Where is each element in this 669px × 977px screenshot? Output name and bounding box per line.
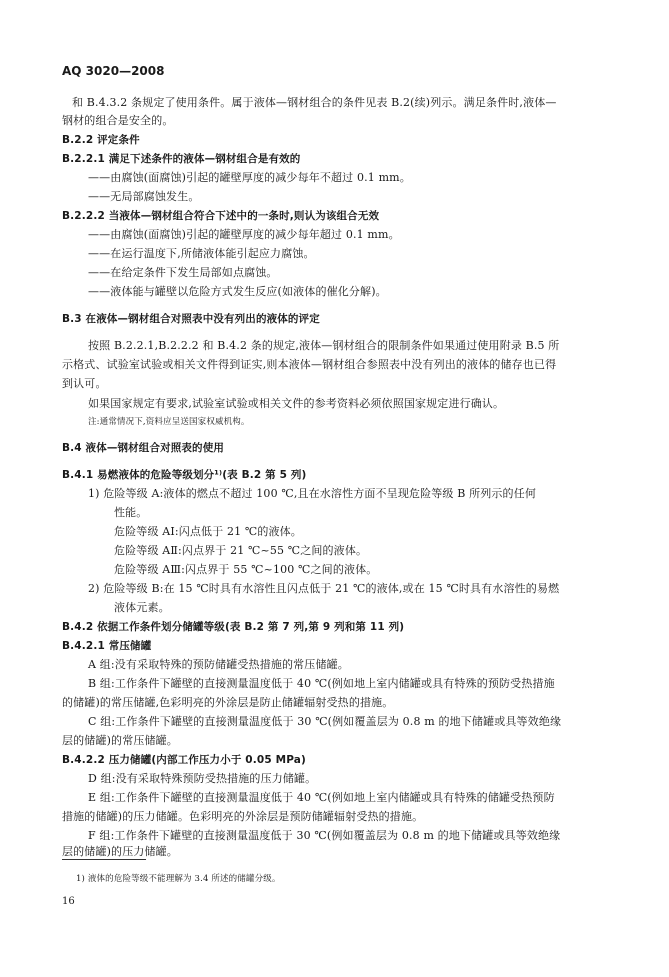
body-line: 如果国家规定有要求,试验室试验或相关文件的参考资料必须依照国家规定进行确认。 — [88, 397, 505, 410]
list-item: 1) 危险等级 A:液体的燃点不超过 100 ℃,且在水溶性方面不呈现危险等级 B 所列示的任何 — [88, 487, 536, 500]
list-item: ——液体能与罐壁以危险方式发生反应(如液体的催化分解)。 — [88, 285, 387, 298]
section-heading: B.2.2.2 当液体—钢材组合符合下述中的一条时,则认为该组合无效 — [62, 210, 380, 222]
note-line: 注:通常情况下,资料应呈送国家权威机构。 — [88, 417, 250, 427]
list-item: 危险等级 AⅠ:闪点低于 21 ℃的液体。 — [114, 525, 302, 538]
body-line: 措施的储罐)的压力储罐。色彩明亮的外涂层是预防储罐辐射受热的措施。 — [62, 810, 424, 823]
section-heading: B.2.2.1 满足下述条件的液体—钢材组合是有效的 — [62, 153, 301, 165]
body-line: F 组:工作条件下罐壁的直接测量温度低于 30 ℃(例如覆盖层为 0.8 m 的地下储罐或具等效绝缘 — [88, 829, 561, 842]
body-line: D 组:没有采取特殊预防受热措施的压力储罐。 — [88, 772, 317, 785]
body-line: 的储罐)的常压储罐,色彩明亮的外涂层是防止储罐辐射受热的措施。 — [62, 696, 394, 709]
list-item: 危险等级 AⅢ:闪点界于 55 ℃~100 ℃之间的液体。 — [114, 563, 378, 576]
body-line: E 组:工作条件下罐壁的直接测量温度低于 40 ℃(例如地上室内储罐或具有特殊的储罐受热预防 — [88, 791, 555, 804]
footnote-separator — [62, 859, 146, 860]
list-item: 2) 危险等级 B:在 15 ℃时具有水溶性且闪点低于 21 ℃的液体,或在 15 ℃时具有水溶性的易燃 — [88, 582, 560, 595]
list-item: ——由腐蚀(面腐蚀)引起的罐壁厚度的减少每年不超过 0.1 mm。 — [88, 171, 411, 184]
list-item: 危险等级 AⅡ:闪点界于 21 ℃~55 ℃之间的液体。 — [114, 544, 368, 557]
section-heading: B.4.2 依据工作条件划分储罐等级(表 B.2 第 7 列,第 9 列和第 11 列) — [62, 621, 405, 633]
section-heading: B.2.2 评定条件 — [62, 134, 140, 146]
body-line: 层的储罐)的常压储罐。 — [62, 734, 178, 747]
body-line: C 组:工作条件下罐壁的直接测量温度低于 30 ℃(例如覆盖层为 0.8 m 的地下储罐或具等效绝缘 — [88, 715, 562, 728]
list-item: 性能。 — [114, 506, 148, 519]
list-item: 液体元素。 — [114, 601, 170, 614]
body-line: 层的储罐)的压力储罐。 — [62, 845, 178, 858]
body-line: 示格式、试验室试验或相关文件得到证实,则本液体—钢材组合参照表中没有列出的液体的储存也已得 — [62, 358, 557, 371]
footnote: 1) 液体的危险等级不能理解为 3.4 所述的储罐分级。 — [76, 874, 281, 884]
body-line: 按照 B.2.2.1,B.2.2.2 和 B.4.2 条的规定,液体—钢材组合的限制条件如果通过使用附录 B.5 所 — [88, 339, 560, 352]
section-heading: B.4.2.1 常压储罐 — [62, 640, 152, 652]
section-heading: B.3 在液体—钢材组合对照表中没有列出的液体的评定 — [62, 313, 320, 325]
list-item: ——在给定条件下发生局部如点腐蚀。 — [88, 266, 278, 279]
page-number: 16 — [62, 896, 75, 907]
body-line: 钢材的组合是安全的。 — [62, 114, 174, 127]
standard-code-header: AQ 3020—2008 — [62, 64, 165, 78]
body-line: 和 B.4.3.2 条规定了使用条件。属于液体—钢材组合的条件见表 B.2(续)列示。满足条件时,液体— — [72, 96, 557, 109]
section-heading: B.4.1 易燃液体的危险等级划分¹⁾(表 B.2 第 5 列) — [62, 469, 307, 481]
body-line: B 组:工作条件下罐壁的直接测量温度低于 40 ℃(例如地上室内储罐或具有特殊的预防受热措施 — [88, 677, 555, 690]
section-heading: B.4 液体—钢材组合对照表的使用 — [62, 442, 225, 454]
body-line: A 组:没有采取特殊的预防储罐受热措施的常压储罐。 — [88, 658, 349, 671]
list-item: ——由腐蚀(面腐蚀)引起的罐壁厚度的减少每年超过 0.1 mm。 — [88, 228, 400, 241]
list-item: ——在运行温度下,所储液体能引起应力腐蚀。 — [88, 247, 315, 260]
body-line: 到认可。 — [62, 377, 107, 390]
section-heading: B.4.2.2 压力储罐(内部工作压力小于 0.05 MPa) — [62, 754, 306, 766]
list-item: ——无局部腐蚀发生。 — [88, 190, 200, 203]
